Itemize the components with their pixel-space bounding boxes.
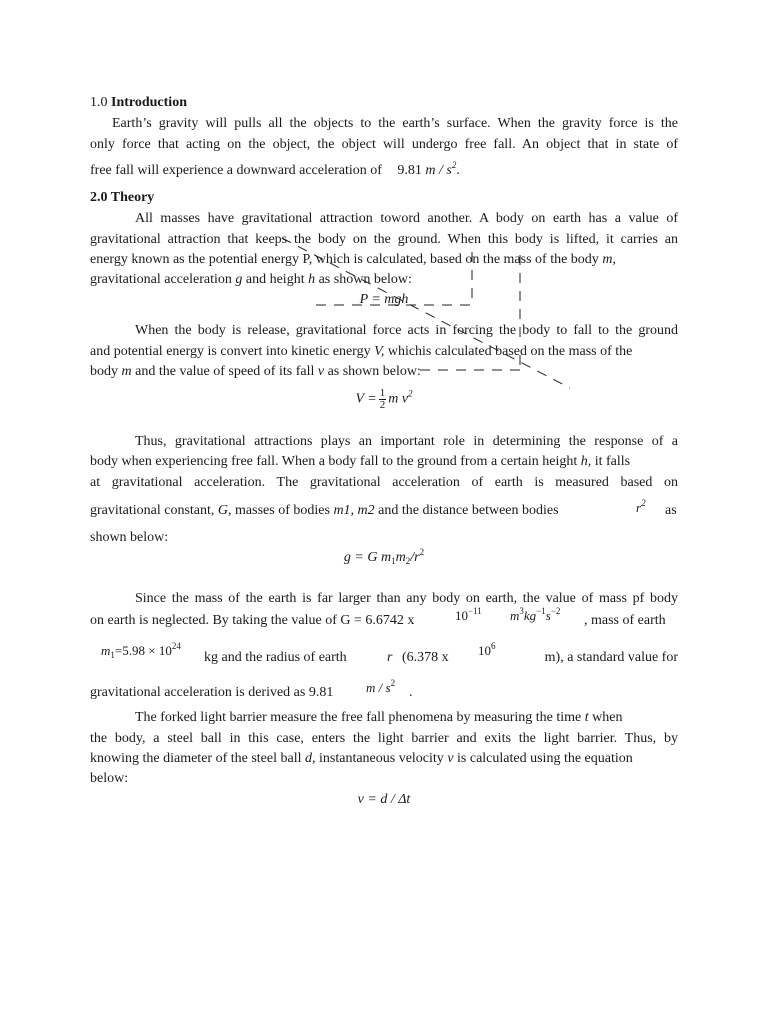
theory-p4-line-3b: (6.378 x bbox=[402, 650, 449, 665]
theory-p2-line-3: body m and the value of speed of its fall v as shown below: bbox=[90, 364, 421, 379]
theory-p2-line-1: When the body is release, gravitational force acts in forcing the body to fall to the ground bbox=[135, 323, 678, 338]
intro-number: 1.0 bbox=[90, 95, 108, 110]
theory-p1-line-2: gravitational attraction that keeps the body on the ground. When this body is lifted, it carries an bbox=[90, 232, 678, 247]
intro-line-1: Earth’s gravity will pulls all the objects to the earth’s surface. When the gravity force is the bbox=[112, 116, 678, 131]
theory-p2-line-2: and potential energy is convert into kinetic energy V, whichis calculated based on the mass of the bbox=[90, 344, 633, 359]
theory-p5-line-2: the body, a steel ball in this case, enters the light barrier and exits the light barrier. Thus, by bbox=[90, 731, 678, 746]
intro-line-3-text: free fall will experience a downward acceleration of bbox=[90, 163, 382, 178]
inline-accel-units: m / $s^2$ bbox=[366, 678, 396, 695]
equation-kinetic-energy: V = $\frac{1}{2}$ m $v^2$ bbox=[355, 387, 413, 411]
inline-r-squared: $r^2$ bbox=[636, 498, 646, 515]
intro-title: Introduction bbox=[111, 95, 187, 110]
theory-p4-line-3c: m), a standard value for bbox=[544, 650, 678, 665]
theory-p1-line-3: energy known as the potential energy P, which is calculated, based on the mass of the body m, bbox=[90, 252, 616, 267]
intro-heading bbox=[90, 95, 678, 111]
theory-p1-line-4: gravitational acceleration g and height h as shown below: bbox=[90, 272, 412, 287]
theory-p4-mass-of-earth: , mass of earth bbox=[584, 613, 666, 628]
theory-title: 2.0 Theory bbox=[90, 190, 155, 205]
inline-g-units: $m^3kg^{-1}s^{-2}$ bbox=[510, 606, 561, 623]
theory-p3-line-2: body when experiencing free fall. When a body fall to the ground from a certain height h, it falls bbox=[90, 454, 631, 469]
theory-p4-line-1: Since the mass of the earth is far larger than any body on earth, the value of mass pf body bbox=[135, 591, 678, 606]
intro-line-2: only force that acting on the object, the object will undergo free fall. An object that in state of bbox=[90, 137, 678, 152]
theory-p3-line-3: at gravitational acceleration. The gravitational acceleration of earth is measured based on bbox=[90, 475, 678, 490]
theory-p5-line-4: below: bbox=[90, 771, 129, 786]
period: . bbox=[409, 685, 413, 700]
inline-exp-neg11: $10^{-11}$ bbox=[455, 606, 482, 623]
theory-p3-line-1: Thus, gravitational attractions plays an important role in determining the response of a bbox=[135, 434, 678, 449]
theory-p3-line-4: gravitational constant, G, masses of bodies m1, m2 and the distance between bodies bbox=[90, 503, 559, 518]
theory-p4-line-2: on earth is neglected. By taking the value of G = 6.6742 x bbox=[90, 613, 415, 628]
inline-m1-value: $m_1=5.98 \times 10^{24}$ bbox=[101, 641, 181, 660]
theory-p5-line-1: The forked light barrier measure the free fall phenomena by measuring the time t when bbox=[135, 710, 623, 725]
theory-p1-line-1: All masses have gravitational attraction toword another. A body on earth has a value of bbox=[135, 211, 678, 226]
accel-value: 9.81 m / $s^2$ bbox=[397, 160, 457, 178]
theory-p3-line-5: shown below: bbox=[90, 530, 169, 545]
equation-velocity: v = d / Δt bbox=[357, 792, 411, 807]
theory-p4-line-3a: kg and the radius of earth bbox=[204, 650, 347, 665]
inline-exp-6: $10^6$ bbox=[478, 641, 496, 658]
theory-p5-line-3: knowing the diameter of the steel ball d, instantaneous velocity v is calculated using the equation bbox=[90, 751, 633, 766]
theory-p4-line-4: gravitational acceleration is derived as 9.81 bbox=[90, 685, 334, 700]
inline-r: r bbox=[387, 650, 393, 665]
intro-line-3: free fall will experience a downward acceleration of 9.81 m / $s^2$. bbox=[90, 160, 460, 178]
equation-potential-energy: P = mgh bbox=[359, 292, 409, 307]
equation-gravitation: g = G $m_1m_2/r^2$ bbox=[343, 547, 425, 566]
theory-p3-as: as bbox=[665, 503, 677, 518]
